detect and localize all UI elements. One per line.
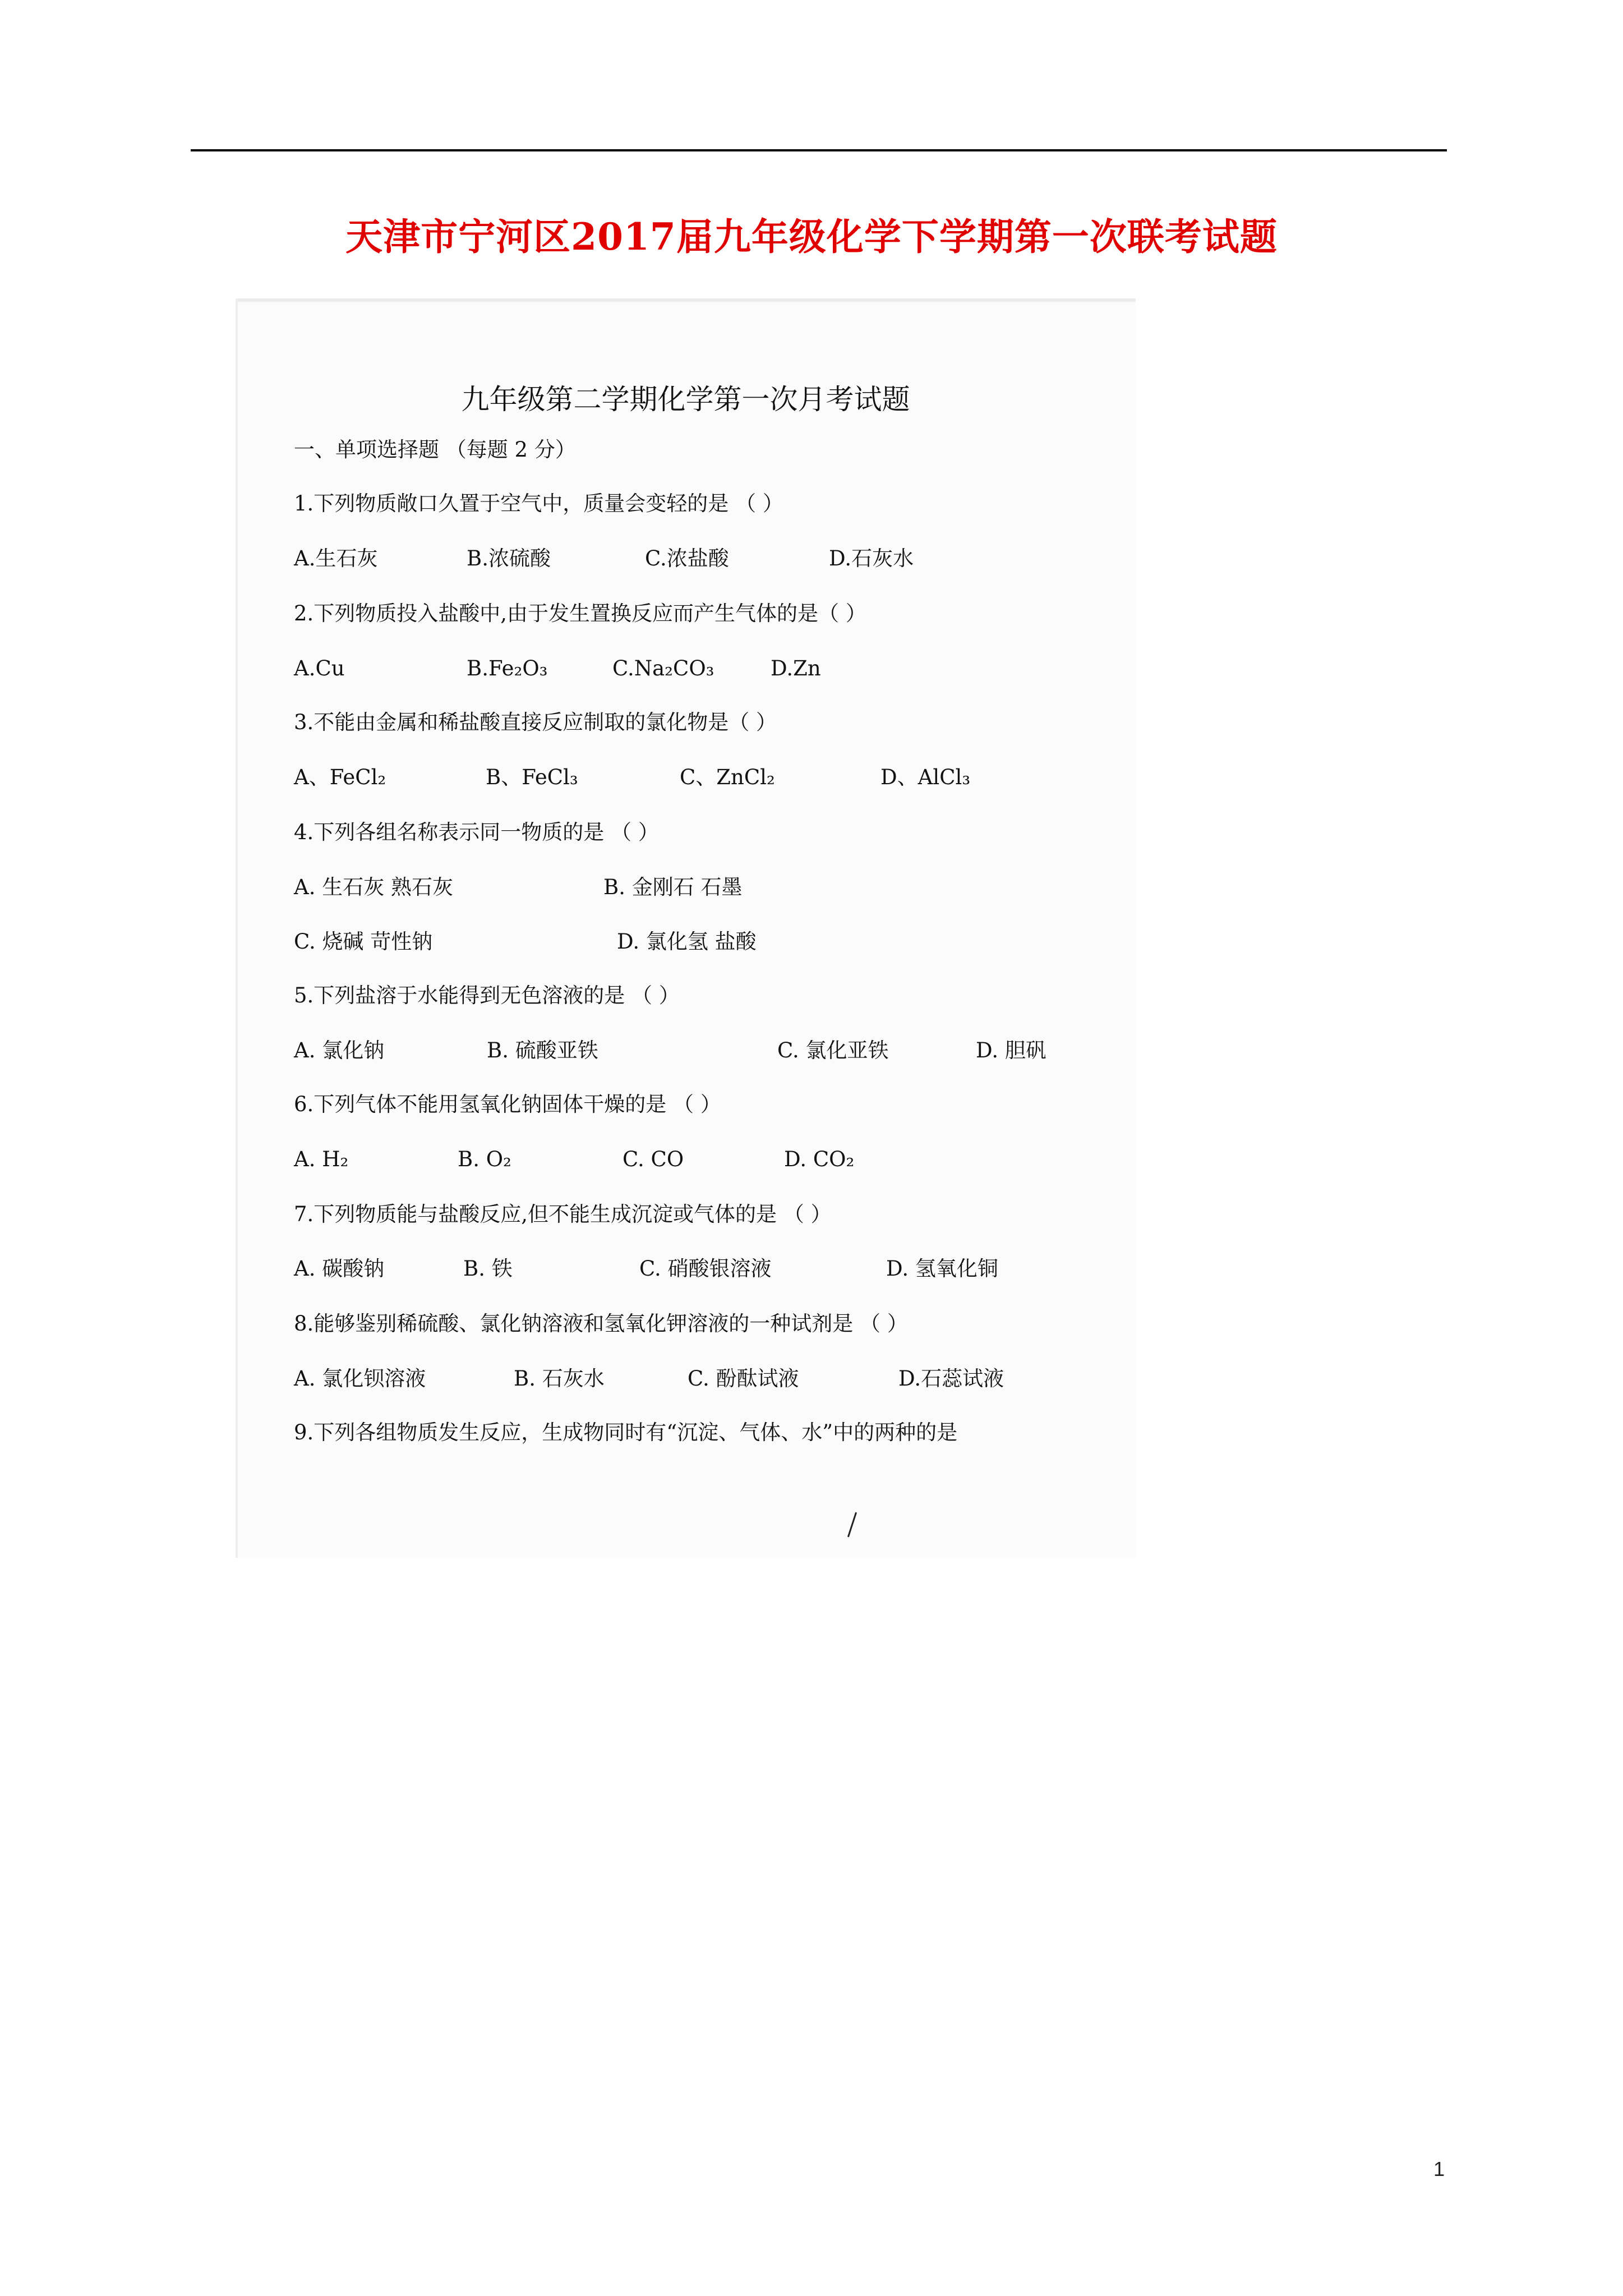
question-option: C. CO: [623, 1147, 684, 1171]
question-stem: 4.下列各组名称表示同一物质的是 （ ）: [294, 820, 659, 844]
question-stem: 5.下列盐溶于水能得到无色溶液的是 （ ）: [294, 983, 680, 1007]
question-stem: 8.能够鉴别稀硫酸、氯化钠溶液和氢氧化钾溶液的一种试剂是 （ ）: [294, 1312, 908, 1336]
question-option: A.生石灰: [294, 546, 378, 570]
question-option: A、FeCl₂: [294, 765, 386, 789]
question-option: C. 氯化亚铁: [777, 1038, 889, 1062]
question-option: A. H₂: [294, 1147, 349, 1171]
scan-edge: [236, 298, 238, 1558]
question-option: D. 氢氧化铜: [886, 1257, 998, 1281]
question-option: B. 硫酸亚铁: [487, 1038, 598, 1062]
question-option: A. 氯化钠: [294, 1038, 385, 1062]
question-option: D.石蕊试液: [898, 1366, 1004, 1391]
question-option: C.Na₂CO₃: [612, 656, 714, 680]
question-stem: 3.不能由金属和稀盐酸直接反应制取的氯化物是（ ）: [294, 710, 777, 734]
question-option: D. 氯化氢 盐酸: [617, 930, 757, 954]
question-option: C.浓盐酸: [645, 546, 729, 570]
question-option: D. CO₂: [784, 1147, 855, 1171]
question-option: B. O₂: [458, 1147, 511, 1171]
question-stem: 1.下列物质敞口久置于空气中，质量会变轻的是 （ ）: [294, 491, 783, 516]
header-rule: [191, 149, 1447, 151]
section-heading: 一、单项选择题 （每题 2 分）: [294, 438, 576, 462]
question-option: A. 氯化钡溶液: [294, 1366, 426, 1391]
scan-edge: [236, 298, 1136, 302]
question-stem: 6.下列气体不能用氢氧化钠固体干燥的是 （ ）: [294, 1092, 721, 1116]
question-option: C. 硝酸银溶液: [639, 1257, 772, 1281]
question-stem: 7.下列物质能与盐酸反应,但不能生成沉淀或气体的是 （ ）: [294, 1202, 832, 1226]
question-option: B、FeCl₃: [486, 765, 578, 789]
question-option: B.Fe₂O₃: [467, 656, 548, 680]
question-option: A. 碳酸钠: [294, 1257, 385, 1281]
question-option: B. 石灰水: [514, 1366, 605, 1391]
question-stem: 9.下列各组物质发生反应，生成物同时有“沉淀、气体、水”中的两种的是: [294, 1420, 958, 1444]
question-option: C. 烧碱 苛性钠: [294, 930, 433, 954]
question-option: B.浓硫酸: [467, 546, 551, 570]
question-option: A.Cu: [294, 656, 345, 680]
question-option: D.石灰水: [829, 546, 914, 570]
question-option: C. 酚酞试液: [688, 1366, 799, 1391]
question-option: B. 金刚石 石墨: [603, 875, 743, 899]
scanned-exam-page: [236, 298, 1136, 1558]
stray-pen-mark: [847, 1512, 857, 1538]
exam-title: 九年级第二学期化学第一次月考试题: [461, 383, 910, 416]
question-option: D.Zn: [771, 656, 821, 680]
question-option: D. 胆矾: [976, 1038, 1046, 1062]
document-title: 天津市宁河区2017届九年级化学下学期第一次联考试题: [345, 215, 1278, 259]
question-stem: 2.下列物质投入盐酸中,由于发生置换反应而产生气体的是（ ）: [294, 601, 866, 625]
question-option: D、AlCl₃: [880, 765, 971, 789]
question-option: B. 铁: [463, 1257, 513, 1281]
question-option: A. 生石灰 熟石灰: [294, 875, 454, 899]
page-number: 1: [1433, 2157, 1445, 2180]
question-option: C、ZnCl₂: [680, 765, 775, 789]
